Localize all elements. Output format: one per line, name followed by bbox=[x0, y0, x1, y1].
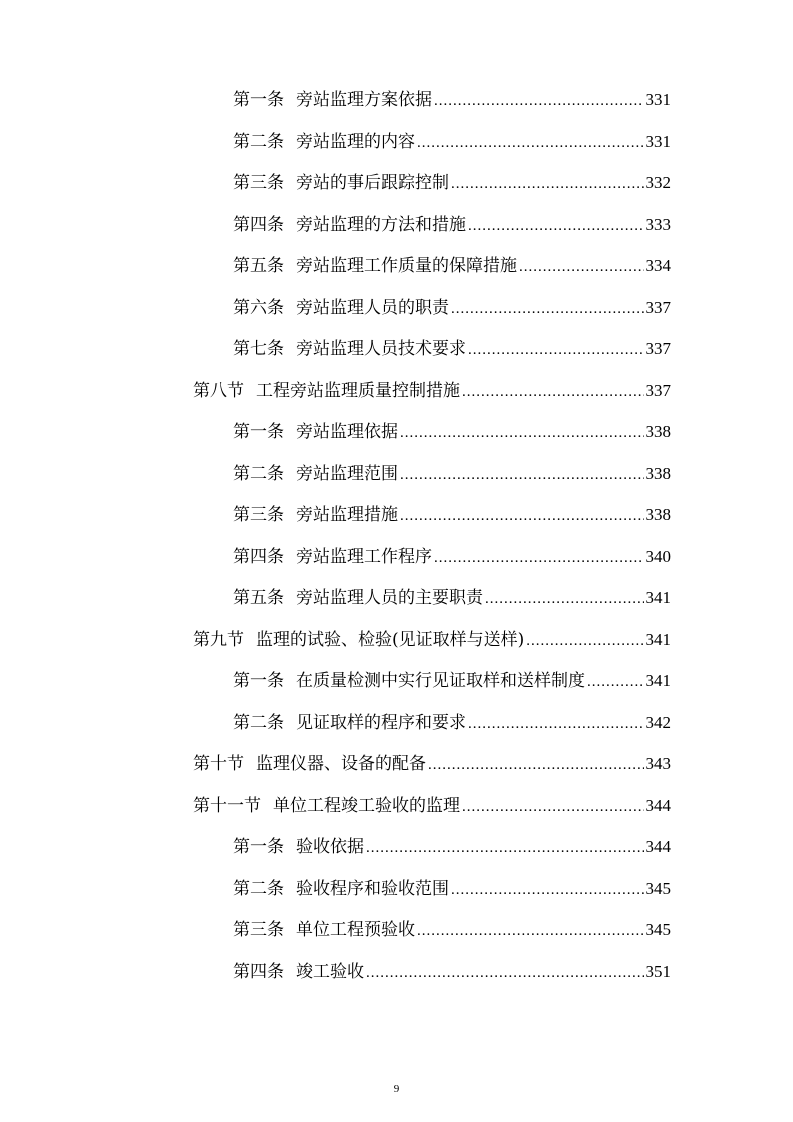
toc-dot-leader bbox=[519, 255, 644, 279]
toc-entry-page: 344 bbox=[645, 837, 671, 856]
page-number: 9 bbox=[393, 1083, 400, 1095]
toc-entry-page: 331 bbox=[645, 131, 671, 151]
toc-entry-page: 333 bbox=[645, 214, 671, 234]
toc-dot-leader bbox=[428, 753, 644, 777]
toc-article-entry[interactable] bbox=[233, 711, 671, 735]
toc-entry-title: 在质量检测中实行见证取样和送样制度 bbox=[296, 671, 585, 691]
toc-entry-title: 旁站监理人员的主要职责 bbox=[296, 588, 483, 608]
toc-dot-leader bbox=[400, 504, 644, 528]
toc-entry-number: 第四条 bbox=[233, 214, 284, 235]
toc-entry-page: 341 bbox=[645, 588, 671, 607]
toc-entry-number: 第一条 bbox=[233, 422, 284, 442]
toc-entry-page: 338 bbox=[645, 422, 671, 441]
toc-entry-number: 第四条 bbox=[233, 961, 284, 982]
toc-section-entry[interactable] bbox=[193, 794, 671, 818]
toc-entry-page: 343 bbox=[645, 754, 671, 773]
toc-entry-page: 351 bbox=[645, 961, 671, 981]
toc-entry-title: 旁站监理的方法和措施 bbox=[296, 214, 466, 235]
toc-dot-leader bbox=[468, 712, 644, 736]
toc-entry-title: 监理仪器、设备的配备 bbox=[256, 754, 426, 774]
toc-entry-number: 第五条 bbox=[233, 588, 284, 608]
toc-entry-page: 344 bbox=[645, 795, 671, 815]
toc-entry-title: 工程旁站监理质量控制措施 bbox=[256, 380, 460, 401]
toc-entry-title: 验收依据 bbox=[296, 837, 364, 857]
toc-entry-title: 单位工程竣工验收的监理 bbox=[273, 795, 460, 816]
toc-dot-leader bbox=[485, 587, 644, 611]
toc-entry-number: 第二条 bbox=[233, 878, 284, 899]
toc-entry-title: 旁站监理工作程序 bbox=[296, 546, 432, 567]
toc-entry-title: 旁站监理人员的职责 bbox=[296, 297, 449, 318]
toc-article-entry[interactable] bbox=[233, 960, 671, 984]
toc-dot-leader bbox=[451, 878, 644, 902]
toc-dot-leader bbox=[366, 961, 644, 985]
toc-article-entry[interactable] bbox=[233, 545, 671, 569]
toc-entry-page: 341 bbox=[645, 629, 671, 649]
toc-dot-leader bbox=[417, 919, 644, 943]
toc-article-entry[interactable] bbox=[233, 877, 671, 901]
toc-dot-leader bbox=[400, 421, 644, 445]
toc-entry-number: 第一条 bbox=[233, 90, 284, 110]
toc-entry-number: 第三条 bbox=[233, 920, 284, 940]
toc-entry-title: 旁站监理的内容 bbox=[296, 131, 415, 152]
toc-entry-title: 旁站监理方案依据 bbox=[296, 90, 432, 110]
toc-entry-page: 345 bbox=[645, 920, 671, 939]
toc-entry-page: 340 bbox=[645, 546, 671, 566]
toc-entry-page: 332 bbox=[645, 173, 671, 192]
toc-entry-title: 验收程序和验收范围 bbox=[296, 878, 449, 899]
toc-entry-title: 旁站的事后跟踪控制 bbox=[296, 173, 449, 193]
toc-entry-title: 旁站监理措施 bbox=[296, 505, 398, 525]
toc-entry-number: 第四条 bbox=[233, 546, 284, 567]
toc-article-entry[interactable] bbox=[233, 586, 671, 610]
toc-dot-leader bbox=[462, 795, 644, 819]
toc-entry-page: 341 bbox=[645, 671, 671, 690]
toc-dot-leader bbox=[434, 546, 644, 570]
toc-entry-number: 第七条 bbox=[233, 339, 284, 359]
toc-dot-leader bbox=[462, 380, 644, 404]
toc-entry-number: 第三条 bbox=[233, 505, 284, 525]
toc-article-entry[interactable] bbox=[233, 296, 671, 320]
toc-entry-title: 见证取样的程序和要求 bbox=[296, 712, 466, 733]
toc-entry-number: 第九节 bbox=[193, 629, 244, 650]
toc-entry-page: 337 bbox=[645, 380, 671, 400]
toc-dot-leader bbox=[451, 172, 644, 196]
toc-entry-number: 第三条 bbox=[233, 173, 284, 193]
toc-entry-number: 第五条 bbox=[233, 256, 284, 276]
toc-entry-title: 旁站监理范围 bbox=[296, 463, 398, 484]
toc-entry-page: 338 bbox=[645, 505, 671, 524]
toc-dot-leader bbox=[468, 214, 644, 238]
toc-entry-number: 第一条 bbox=[233, 837, 284, 857]
toc-article-entry[interactable] bbox=[233, 462, 671, 486]
toc-entry-page: 338 bbox=[645, 463, 671, 483]
toc-article-entry[interactable] bbox=[233, 420, 671, 444]
toc-entry-number: 第二条 bbox=[233, 131, 284, 152]
toc-entry-page: 331 bbox=[645, 90, 671, 109]
toc-article-entry[interactable] bbox=[233, 88, 671, 112]
toc-section-entry[interactable] bbox=[193, 379, 671, 403]
toc-dot-leader bbox=[366, 836, 644, 860]
toc-article-entry[interactable] bbox=[233, 918, 671, 942]
toc-dot-leader bbox=[417, 131, 644, 155]
toc-entry-number: 第六条 bbox=[233, 297, 284, 318]
toc-article-entry[interactable] bbox=[233, 669, 671, 693]
toc-article-entry[interactable] bbox=[233, 213, 671, 237]
toc-section-entry[interactable] bbox=[193, 752, 671, 776]
toc-article-entry[interactable] bbox=[233, 130, 671, 154]
toc-entry-number: 第一条 bbox=[233, 671, 284, 691]
toc-article-entry[interactable] bbox=[233, 171, 671, 195]
toc-entry-title: 单位工程预验收 bbox=[296, 920, 415, 940]
toc-dot-leader bbox=[400, 463, 644, 487]
toc-article-entry[interactable] bbox=[233, 254, 671, 278]
toc-entry-title: 竣工验收 bbox=[296, 961, 364, 982]
toc-entry-title: 监理的试验、检验(见证取样与送样) bbox=[256, 629, 525, 650]
toc-entry-page: 345 bbox=[645, 878, 671, 898]
toc-section-entry[interactable] bbox=[193, 628, 671, 652]
toc-entry-page: 342 bbox=[645, 712, 671, 732]
toc-entry-page: 337 bbox=[645, 297, 671, 317]
toc-entry-page: 337 bbox=[645, 339, 671, 358]
toc-dot-leader bbox=[451, 297, 644, 321]
toc-article-entry[interactable] bbox=[233, 503, 671, 527]
toc-entry-title: 旁站监理人员技术要求 bbox=[296, 339, 466, 359]
toc-entry-page: 334 bbox=[645, 256, 671, 275]
toc-entry-number: 第八节 bbox=[193, 380, 244, 401]
toc-entry-title: 旁站监理依据 bbox=[296, 422, 398, 442]
toc-dot-leader bbox=[526, 629, 643, 653]
toc-entry-number: 第二条 bbox=[233, 463, 284, 484]
toc-dot-leader bbox=[468, 338, 644, 362]
toc-article-entry[interactable] bbox=[233, 337, 671, 361]
toc-article-entry[interactable] bbox=[233, 835, 671, 859]
toc-entry-number: 第十节 bbox=[193, 754, 244, 774]
toc-entry-number: 第十一节 bbox=[193, 795, 261, 816]
toc-dot-leader bbox=[434, 89, 644, 113]
toc-dot-leader bbox=[587, 670, 644, 694]
toc-entry-title: 旁站监理工作质量的保障措施 bbox=[296, 256, 517, 276]
toc-entry-number: 第二条 bbox=[233, 712, 284, 733]
